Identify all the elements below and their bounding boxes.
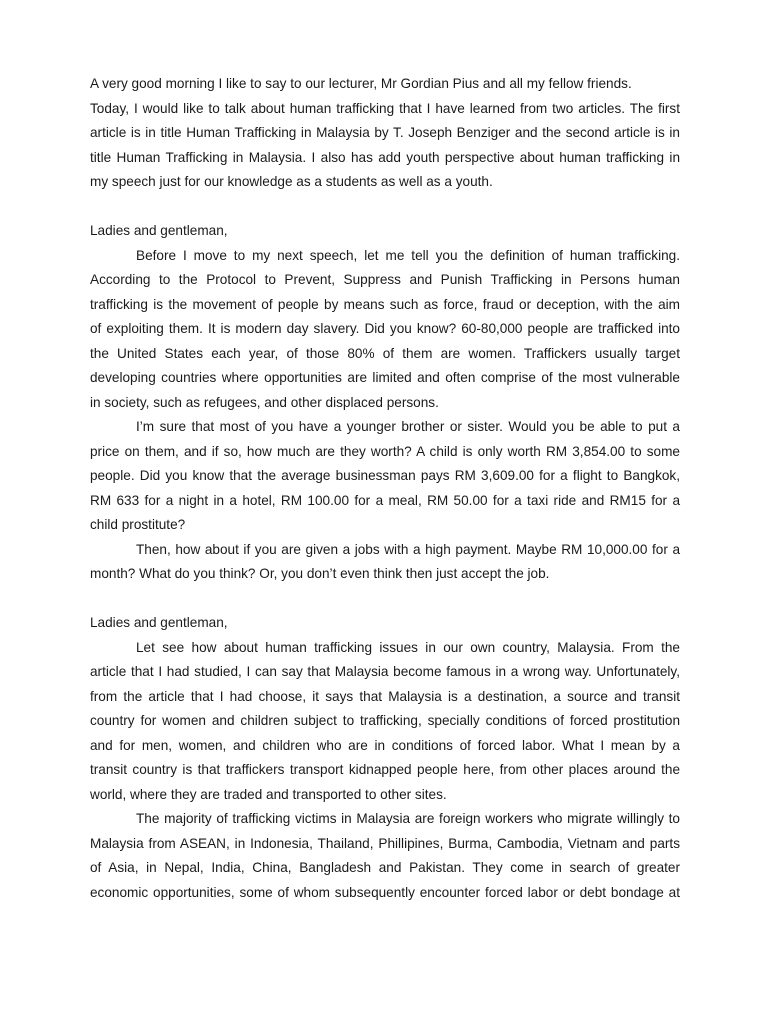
text-line: Today, I would like to talk about human trafficking that I have learned from two articles. The first (90, 100, 680, 116)
text-line: in society, such as refugees, and other displaced persons. (90, 394, 439, 410)
text-line: Ladies and gentleman, (90, 223, 228, 238)
text-line: Ladies and gentleman, (90, 615, 228, 630)
text-line: from the article that I had choose, it says that Malaysia is a destination, a source and transit (90, 688, 680, 704)
paragraph-victims (90, 807, 680, 905)
paragraph-malaysia (90, 636, 680, 808)
paragraph-intro (90, 72, 680, 195)
text-line: economic opportunities, some of whom subsequently encounter forced labor or debt bondage at (90, 884, 680, 900)
text-line: Before I move to my next speech, let me tell you the definition of human trafficking. (136, 247, 680, 263)
paragraph-price (90, 415, 680, 538)
paragraph-job-offer (90, 538, 680, 587)
text-line: According to the Protocol to Prevent, Suppress and Punish Trafficking in Persons human (90, 272, 680, 287)
paragraph-definition (90, 244, 680, 416)
text-line: developing countries where opportunities are limited and often comprise of the most vulnerable (90, 370, 680, 385)
text-line: country for women and children subject to trafficking, specially conditions of forced prostitution (90, 713, 680, 728)
text-line: Let see how about human trafficking issues in our own country, Malaysia. From the (136, 639, 680, 655)
salutation (90, 219, 680, 244)
salutation (90, 611, 680, 636)
text-line: Malaysia from ASEAN, in Indonesia, Thailand, Phillipines, Burma, Cambodia, Vietnam and parts (90, 835, 680, 851)
paragraph-gap (90, 587, 680, 612)
text-line: RM 633 for a night in a hotel, RM 100.00 for a meal, RM 50.00 for a taxi ride and RM15 for a (90, 492, 680, 508)
text-line: The majority of trafficking victims in Malaysia are foreign workers who migrate willingly to (136, 811, 680, 826)
text-line: A very good morning I like to say to our lecturer, Mr Gordian Pius and all my fellow friends. (90, 76, 632, 91)
text-line: my speech just for our knowledge as a students as well as a youth. (90, 174, 493, 189)
text-line: and for men, women, and children who are in conditions of forced labor. What I mean by a (90, 737, 680, 753)
text-line: people. Did you know that the average businessman pays RM 3,609.00 for a flight to Bangkok, (90, 468, 680, 483)
text-line: Then, how about if you are given a jobs with a high payment. Maybe RM 10,000.00 for a (136, 541, 680, 557)
text-line: of exploiting them. It is modern day slavery. Did you know? 60-80,000 people are trafficked into (90, 321, 680, 336)
text-line: price on them, and if so, how much are they worth? A child is only worth RM 3,854.00 to some (90, 443, 680, 459)
speech-text (90, 72, 680, 905)
text-line: trafficking is the movement of people by means such as force, fraud or deception, with the aim (90, 296, 680, 312)
text-line: I’m sure that most of you have a younger brother or sister. Would you be able to put a (136, 419, 680, 434)
text-line: child prostitute? (90, 517, 186, 532)
text-line: month? What do you think? Or, you don’t even think then just accept the job. (90, 566, 550, 581)
text-line: world, where they are traded and transported to other sites. (90, 786, 447, 802)
text-line: of Asia, in Nepal, India, China, Bangladesh and Pakistan. They come in search of greater (90, 860, 680, 875)
text-line: article that I had studied, I can say that Malaysia become famous in a wrong way. Unfortunately, (90, 664, 680, 679)
text-line: article is in title Human Trafficking in Malaysia by T. Joseph Benziger and the second article is in (90, 125, 680, 140)
paragraph-gap (90, 195, 680, 220)
text-line: the United States each year, of those 80% of them are women. Traffickers usually target (90, 345, 680, 361)
text-line: transit country is that traffickers transport kidnapped people here, from other places around the (90, 762, 680, 777)
text-line: title Human Trafficking in Malaysia. I also has add youth perspective about human trafficking in (90, 149, 680, 165)
